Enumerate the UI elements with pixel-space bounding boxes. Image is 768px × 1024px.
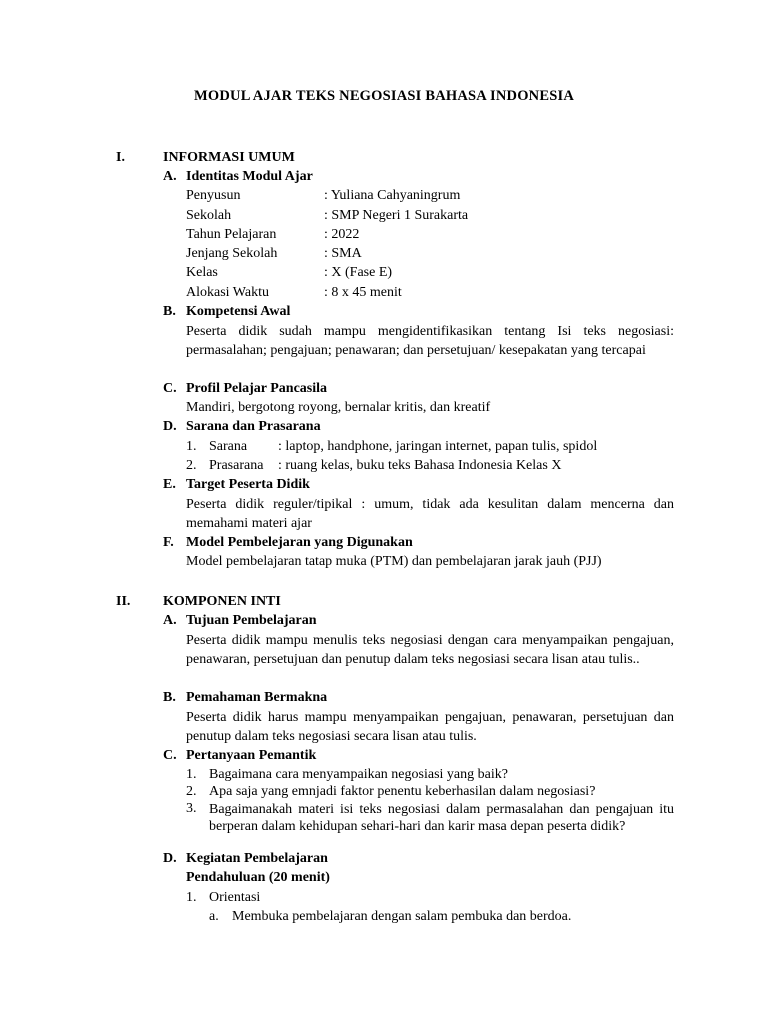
kompetensi-text: Peserta didik sudah mampu mengidentifikasikan tentang Isi teks negosiasi: permasalahan; pengajuan; penawaran; dan persetujuan/ kesepakatan yang tercapai: [186, 324, 674, 359]
pertanyaan-text: Bagaimanakah materi isi teks negosiasi dalam permasalahan dan pengajuan itu berperan dalam kehidupan sehari-hari dan karir masa depan peserta didik?: [209, 802, 674, 834]
pemahaman-letter: B.: [163, 690, 176, 705]
sarana-item-num: 2.: [186, 458, 197, 473]
tujuan-heading: Tujuan Pembelajaran: [186, 613, 317, 628]
section-2-numeral: II.: [116, 594, 131, 609]
identitas-value: : 8 x 45 menit: [324, 285, 402, 300]
kegiatan-sub-text: Membuka pembelajaran dengan salam pembuka dan berdoa.: [232, 909, 572, 924]
identitas-heading: Identitas Modul Ajar: [186, 169, 313, 184]
identitas-label: Kelas: [186, 265, 218, 280]
section-1-numeral: I.: [116, 150, 125, 165]
section-1-heading: INFORMASI UMUM: [163, 150, 295, 165]
section-2-heading: KOMPONEN INTI: [163, 594, 281, 609]
pertanyaan-letter: C.: [163, 748, 177, 763]
target-heading: Target Peserta Didik: [186, 477, 310, 492]
profil-letter: C.: [163, 381, 177, 396]
identitas-label: Jenjang Sekolah: [186, 246, 278, 261]
pertanyaan-heading: Pertanyaan Pemantik: [186, 748, 317, 763]
sarana-item-label: Prasarana: [209, 458, 264, 473]
model-heading: Model Pembelejaran yang Digunakan: [186, 535, 413, 550]
identitas-label: Sekolah: [186, 208, 232, 223]
identitas-value: : Yuliana Cahyaningrum: [324, 188, 461, 203]
pertanyaan-text: Bagaimana cara menyampaikan negosiasi yang baik?: [209, 767, 508, 782]
sarana-letter: D.: [163, 419, 177, 434]
kegiatan-sub-letter: a.: [209, 909, 219, 924]
kegiatan-subheading: Pendahuluan (20 menit): [186, 870, 330, 885]
tujuan-text: Peserta didik mampu menulis teks negosiasi dengan cara menyampaikan pengajuan, penawaran, persetujuan dan penutup dalam teks negosiasi secara lisan atau tulis..: [186, 633, 674, 668]
identitas-value: : 2022: [324, 227, 360, 242]
kegiatan-letter: D.: [163, 851, 177, 866]
identitas-label: Penyusun: [186, 188, 241, 203]
sarana-heading: Sarana dan Prasarana: [186, 419, 321, 434]
model-text: Model pembelajaran tatap muka (PTM) dan pembelajaran jarak jauh (PJJ): [186, 554, 602, 569]
target-letter: E.: [163, 477, 176, 492]
target-text: Peserta didik reguler/tipikal : umum, tidak ada kesulitan dalam mencerna dan memahami materi ajar: [186, 497, 674, 532]
identitas-label: Tahun Pelajaran: [186, 227, 277, 242]
pemahaman-heading: Pemahaman Bermakna: [186, 690, 328, 705]
pertanyaan-num: 2.: [186, 784, 197, 799]
kompetensi-letter: B.: [163, 304, 176, 319]
sarana-item-label: Sarana: [209, 439, 248, 454]
sarana-item-value: : laptop, handphone, jaringan internet, papan tulis, spidol: [278, 439, 598, 454]
profil-heading: Profil Pelajar Pancasila: [186, 381, 328, 396]
identitas-letter: A.: [163, 169, 177, 184]
document-title: MODUL AJAR TEKS NEGOSIASI BAHASA INDONESIA: [194, 88, 574, 104]
identitas-label: Alokasi Waktu: [186, 285, 269, 300]
kompetensi-heading: Kompetensi Awal: [186, 304, 291, 319]
pemahaman-text: Peserta didik harus mampu menyampaikan pengajuan, penawaran, persetujuan dan penutup dalam teks negosiasi secara lisan atau tulis.: [186, 710, 674, 745]
profil-text: Mandiri, bergotong royong, bernalar kritis, dan kreatif: [186, 400, 491, 415]
pertanyaan-num: 3.: [186, 801, 197, 816]
sarana-item-value: : ruang kelas, buku teks Bahasa Indonesia Kelas X: [278, 458, 562, 473]
pertanyaan-num: 1.: [186, 767, 197, 782]
kegiatan-item-text: Orientasi: [209, 890, 261, 905]
identitas-value: : X (Fase E): [324, 265, 393, 280]
sarana-item-num: 1.: [186, 439, 197, 454]
identitas-value: : SMP Negeri 1 Surakarta: [324, 208, 469, 223]
model-letter: F.: [163, 535, 174, 550]
pertanyaan-text: Apa saja yang emnjadi faktor penentu keberhasilan dalam negosiasi?: [209, 784, 596, 799]
kegiatan-item-num: 1.: [186, 890, 197, 905]
kegiatan-heading: Kegiatan Pembelajaran: [186, 851, 328, 866]
tujuan-letter: A.: [163, 613, 177, 628]
identitas-value: : SMA: [324, 246, 362, 261]
